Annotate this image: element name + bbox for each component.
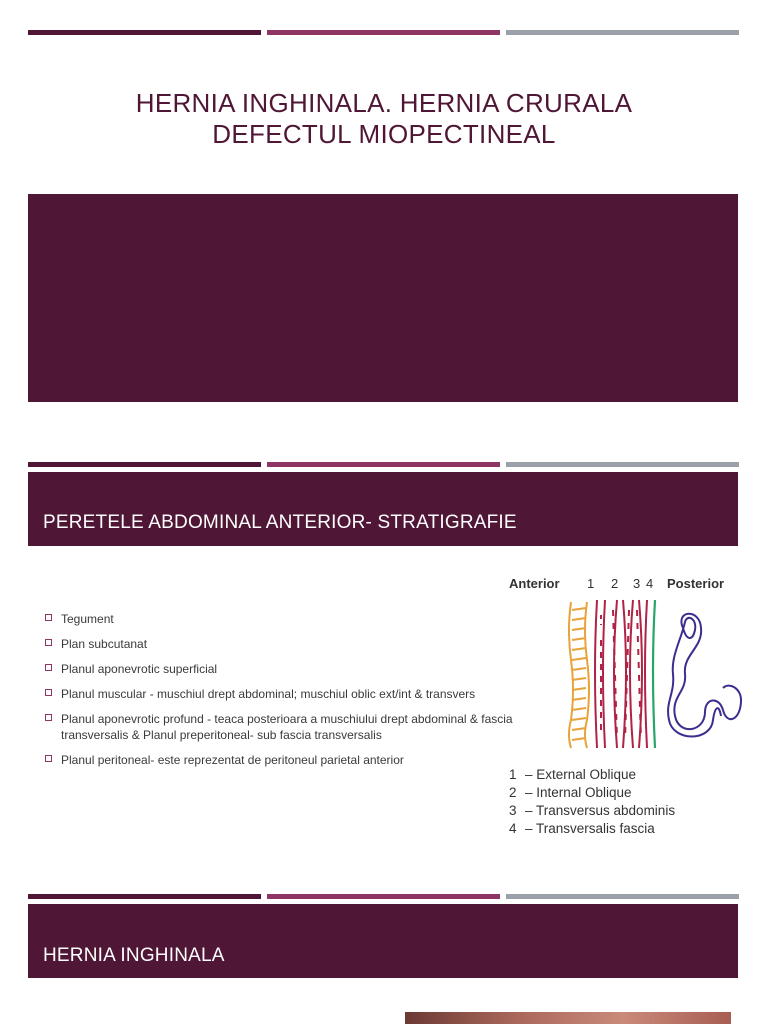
label-posterior: Posterior (667, 576, 725, 591)
abdominal-wall-layers-diagram (505, 570, 745, 760)
section-header (28, 472, 738, 546)
list-item: Planul muscular - muschiul drept abdominal; muschiul oblic ext/int & transvers (45, 686, 525, 702)
legend-item: 3 – Transversus abdominis (509, 803, 676, 818)
accent-bar-dark (28, 462, 261, 467)
legend-item: 4 – Transversalis fascia (509, 821, 655, 836)
section-header-title: PERETELE ABDOMINAL ANTERIOR- STRATIGRAFIE (43, 512, 517, 533)
subcutaneous-fat-layer (569, 602, 589, 748)
accent-bar-gray (506, 30, 739, 35)
peritoneum-bowel-drawing (668, 614, 741, 737)
list-item: Planul peritoneal- este reprezentat de peritoneul parietal anterior (45, 752, 525, 768)
legend-item: 2 – Internal Oblique (509, 785, 632, 800)
bullet-square-icon (45, 714, 52, 721)
accent-bar-dark (28, 894, 261, 899)
figure-legend (509, 766, 675, 838)
section-header-title: HERNIA INGHINALA (43, 945, 225, 966)
anatomy-photo (405, 1012, 731, 1024)
transversalis-fascia-line (653, 600, 655, 748)
slide-title (28, 88, 740, 150)
accent-bar-magenta (267, 462, 500, 467)
layer-number: 2 (611, 576, 619, 591)
list-item: Tegument (45, 611, 525, 627)
title-line-2: DEFECTUL MIOPECTINEAL (212, 119, 556, 149)
title-line-1: HERNIA INGHINALA. HERNIA CRURALA (135, 88, 633, 118)
accent-bar-magenta (267, 30, 500, 35)
bullet-square-icon (45, 639, 52, 646)
accent-bar-dark (28, 30, 261, 35)
layer-number: 1 (587, 576, 595, 591)
accent-bar-gray (506, 894, 739, 899)
list-item: Plan subcutanat (45, 636, 525, 652)
bullet-square-icon (45, 664, 52, 671)
layer-number: 4 (646, 576, 654, 591)
legend-item: 1 – External Oblique (509, 767, 637, 782)
section-header (28, 904, 738, 978)
content-panel (28, 194, 738, 402)
bullet-square-icon (45, 614, 52, 621)
muscle-layers (595, 600, 647, 748)
label-anterior: Anterior (509, 576, 560, 591)
bullet-list (45, 611, 525, 777)
list-item: Planul aponevrotic profund - teaca posterioara a muschiului drept abdominal & fascia transversalis & Planul preperitoneal- sub fascia transversalis (45, 711, 525, 743)
accent-bar-gray (506, 462, 739, 467)
list-item: Planul aponevrotic superficial (45, 661, 525, 677)
layer-number: 3 (633, 576, 641, 591)
bullet-square-icon (45, 689, 52, 696)
accent-bar-magenta (267, 894, 500, 899)
bullet-square-icon (45, 755, 52, 762)
